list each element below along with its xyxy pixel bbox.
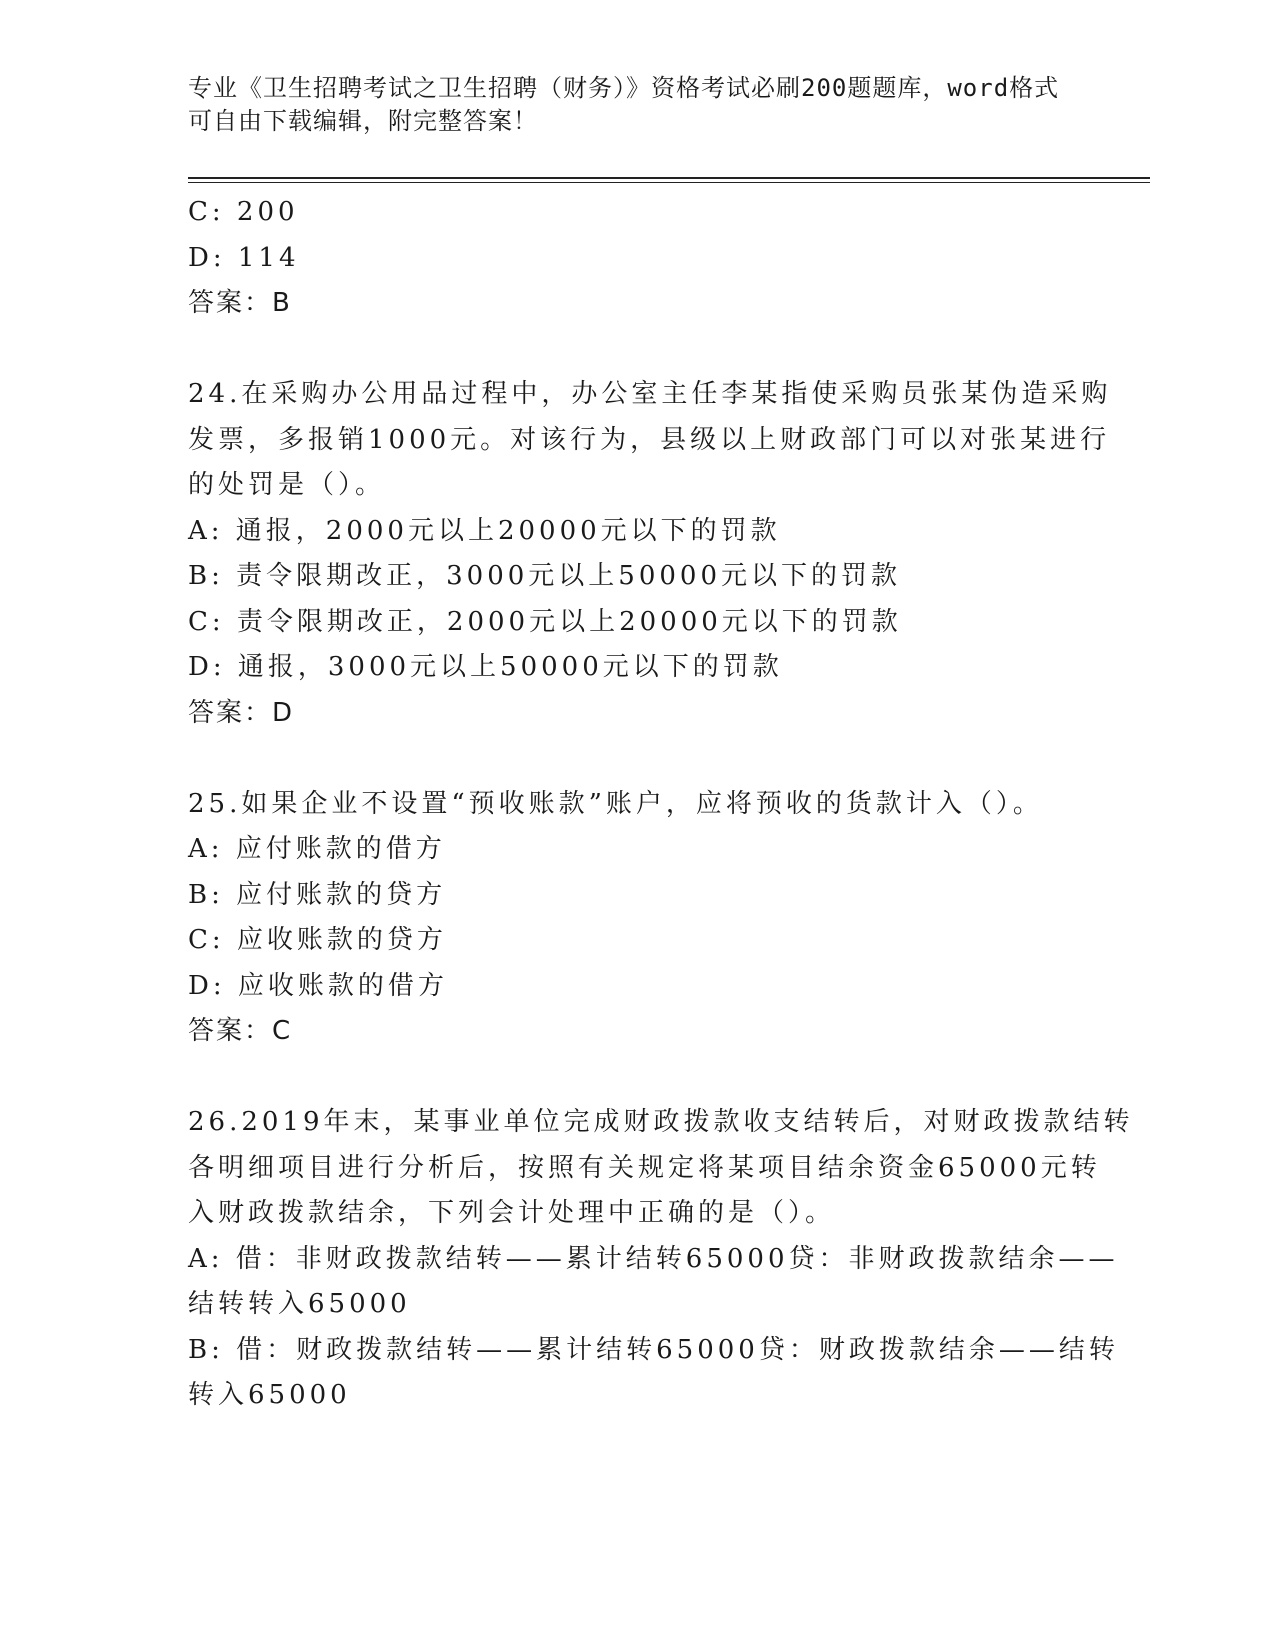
- question-26: [188, 1100, 1134, 1419]
- spacer: [188, 327, 1088, 373]
- option-b: B: 借：财政拨款结转——累计结转65000贷：财政拨款结余——结转: [188, 1334, 1119, 1365]
- question-stem-line: 26.2019年末，某事业单位完成财政拨款收支结转后，对财政拨款结转: [188, 1107, 1134, 1137]
- option-c: C: 200: [188, 197, 299, 227]
- answer: 答案：D: [188, 697, 295, 728]
- option-b: B: 责令限期改正，3000元以上50000元以下的罚款: [188, 561, 902, 591]
- question-stem-line: 的处罚是（）。: [188, 470, 386, 500]
- option-a: A: 借：非财政拨款结转——累计结转65000贷：非财政拨款结余——: [188, 1243, 1119, 1274]
- question-25: [188, 782, 1088, 1055]
- spacer: [188, 736, 1088, 782]
- header-title-line-1: 专业《卫生招聘考试之卫生招聘（财务）》资格考试必刷200题题库，word格式: [188, 74, 1060, 102]
- option-d: D: 通报，3000元以上50000元以下的罚款: [188, 652, 783, 682]
- header-title-line-2: 可自由下载编辑，附完整答案！: [188, 107, 538, 135]
- spacer: [188, 1055, 1088, 1101]
- option-a: A: 应付账款的借方: [188, 834, 446, 864]
- option-a-continued: 结转转入65000: [188, 1289, 411, 1319]
- answer: 答案：B: [188, 288, 292, 318]
- header-rule: [188, 177, 1150, 179]
- question-stem-line: 入财政拨款结余，下列会计处理中正确的是（）。: [188, 1198, 836, 1228]
- question-stem-line: 发票，多报销1000元。对该行为，县级以上财政部门可以对张某进行: [188, 424, 1111, 455]
- option-d: D: 应收账款的借方: [188, 970, 448, 1001]
- question-stem-line: 各明细项目进行分析后，按照有关规定将某项目结余资金65000元转: [188, 1152, 1101, 1183]
- option-c: C: 责令限期改正，2000元以上20000元以下的罚款: [188, 606, 902, 637]
- option-a: A: 通报，2000元以上20000元以下的罚款: [188, 515, 781, 546]
- question-24: [188, 372, 1112, 736]
- question-content: [188, 190, 1134, 1419]
- question-stem-line: 24.在采购办公用品过程中，办公室主任李某指使采购员张某伪造采购: [188, 379, 1112, 409]
- header-rule-thin: [188, 182, 1150, 183]
- page-header: [188, 72, 1068, 138]
- question-stem-line: 25.如果企业不设置“预收账款”账户，应将预收的货款计入（）。: [188, 788, 1043, 819]
- option-b: B: 应付账款的贷方: [188, 879, 447, 910]
- option-d: D: 114: [188, 242, 300, 273]
- answer: 答案：C: [188, 1016, 293, 1046]
- option-c: C: 应收账款的贷方: [188, 925, 447, 955]
- option-b-continued: 转入65000: [188, 1380, 351, 1410]
- previous-question: [188, 190, 1088, 327]
